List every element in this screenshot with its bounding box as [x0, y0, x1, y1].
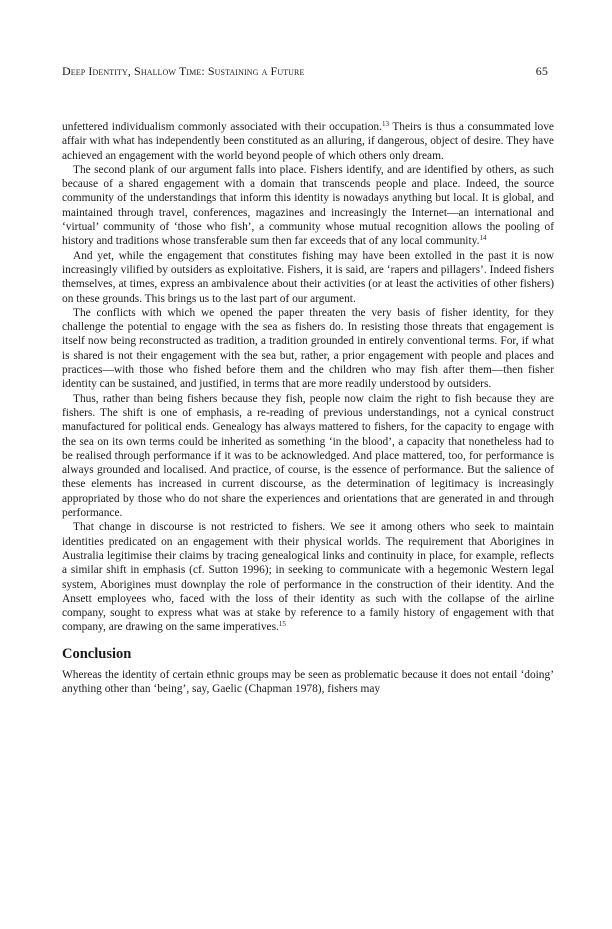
- paragraph-5-text: Thus, rather than being fishers because they fish, people now claim the right to fish because they are fishers. The shift is one of emphasis, a re-reading of previous understandings, not a cynical construct manufactured for political ends. Genealogy has always mattered to fishers, for the capacity to engage with the sea on its own terms could be inherited as something ‘in the blood’, a capacity that nonetheless had to be realised through performance if it was to be acknowledged. And place mattered, too, for performance is always grounded and localised. And practice, of course, is the essence of performance. But the salience of these elements has increased in current discourse, as the determination of legitimacy is increasingly appropriated by those who do not share the experiences and orientations that are generated in and through performance.: [62, 392, 554, 520]
- paragraph-6: [62, 520, 554, 634]
- paragraph-1: [62, 120, 554, 163]
- section-heading-conclusion: Conclusion: [62, 645, 132, 662]
- paragraph-3-text: And yet, while the engagement that constitutes fishing may have been extolled in the past it is now increasingly vilified by outsiders as exploitative. Fishers, it is said, are ‘rapers and pillagers’. Indeed fishers themselves, at times, express an ambivalence about their activities (or at least the activities of other fishers) on these grounds. This brings us to the last part of our argument.: [62, 249, 554, 305]
- paragraph-6-text: That change in discourse is not restricted to fishers. We see it among others who seek to maintain identities predicated on an engagement with their physical worlds. The requirement that Aborigines in Australia legitimise their claims by tracing genealogical links and continuity in place, for example, reflects a similar shift in emphasis (cf. Sutton 1996); in seeking to communicate with a hegemonic Western legal system, Aborigines must downplay the role of performance in the construction of their identity. And the Ansett employees who, faced with the loss of their identity as such with the collapse of the airline company, sought to express what was at stake by reference to a family history of engagement with that company, are drawing on the same imperatives.: [62, 521, 554, 634]
- paragraph-3: [62, 249, 554, 306]
- footnote-ref-13: 13: [381, 120, 389, 128]
- paragraph-1-text: unfettered individualism commonly associated with their occupation.: [62, 121, 382, 133]
- running-head-title: Deep Identity, Shallow Time: Sustaining a Future: [62, 64, 305, 78]
- running-head: [62, 64, 548, 80]
- footnote-ref-15: 15: [278, 620, 286, 629]
- paragraph-2: [62, 163, 554, 249]
- paragraph-4: [62, 306, 554, 392]
- conclusion-paragraph: [62, 668, 554, 697]
- paragraph-5: [62, 392, 554, 521]
- conclusion-paragraph-text: Whereas the identity of certain ethnic groups may be seen as problematic because it does not entail ‘doing’ anything other than ‘being’, say, Gaelic (Chapman 1978), fishers may: [62, 668, 554, 695]
- body-text: [62, 120, 554, 696]
- paragraph-4-text: The conflicts with which we opened the paper threaten the very basis of fisher identity, for they challenge the potential to engage with the sea as fishers do. In resisting those threats that engagement is itself now being reconstructed as tradition, a tradition grounded in entirely conventional terms. For, if what is shared is not their engagement with the sea but, rather, a prior engagement with people and places and practices—with those who fished before them and the children who may fish after them—then fisher identity can be sustained, and justified, in terms that are more readily understood by outsiders.: [62, 306, 554, 391]
- paragraph-1-tail: Theirs is thus a consummated love affair with what has independently been constituted as an alluring, if dangerous, object of desire. They have achieved an engagement with the world beyond people of which others only dream.: [62, 121, 554, 162]
- page-number: 65: [535, 64, 548, 78]
- footnote-ref-14: 14: [479, 234, 487, 243]
- paragraph-2-text: The second plank of our argument falls into place. Fishers identify, and are identified by others, as such because of a shared engagement with a domain that transcends people and place. Indeed, the source community of the understandings that inform this identity is nowadays anything but local. It is global, and maintained through travel, conferences, magazines and increasingly the Internet—an international and ‘virtual’ community of ‘those who fish’, a community whose mutual recognition allows the pooling of history and traditions whose transferable sum then far exceeds that of any local community.: [62, 163, 554, 248]
